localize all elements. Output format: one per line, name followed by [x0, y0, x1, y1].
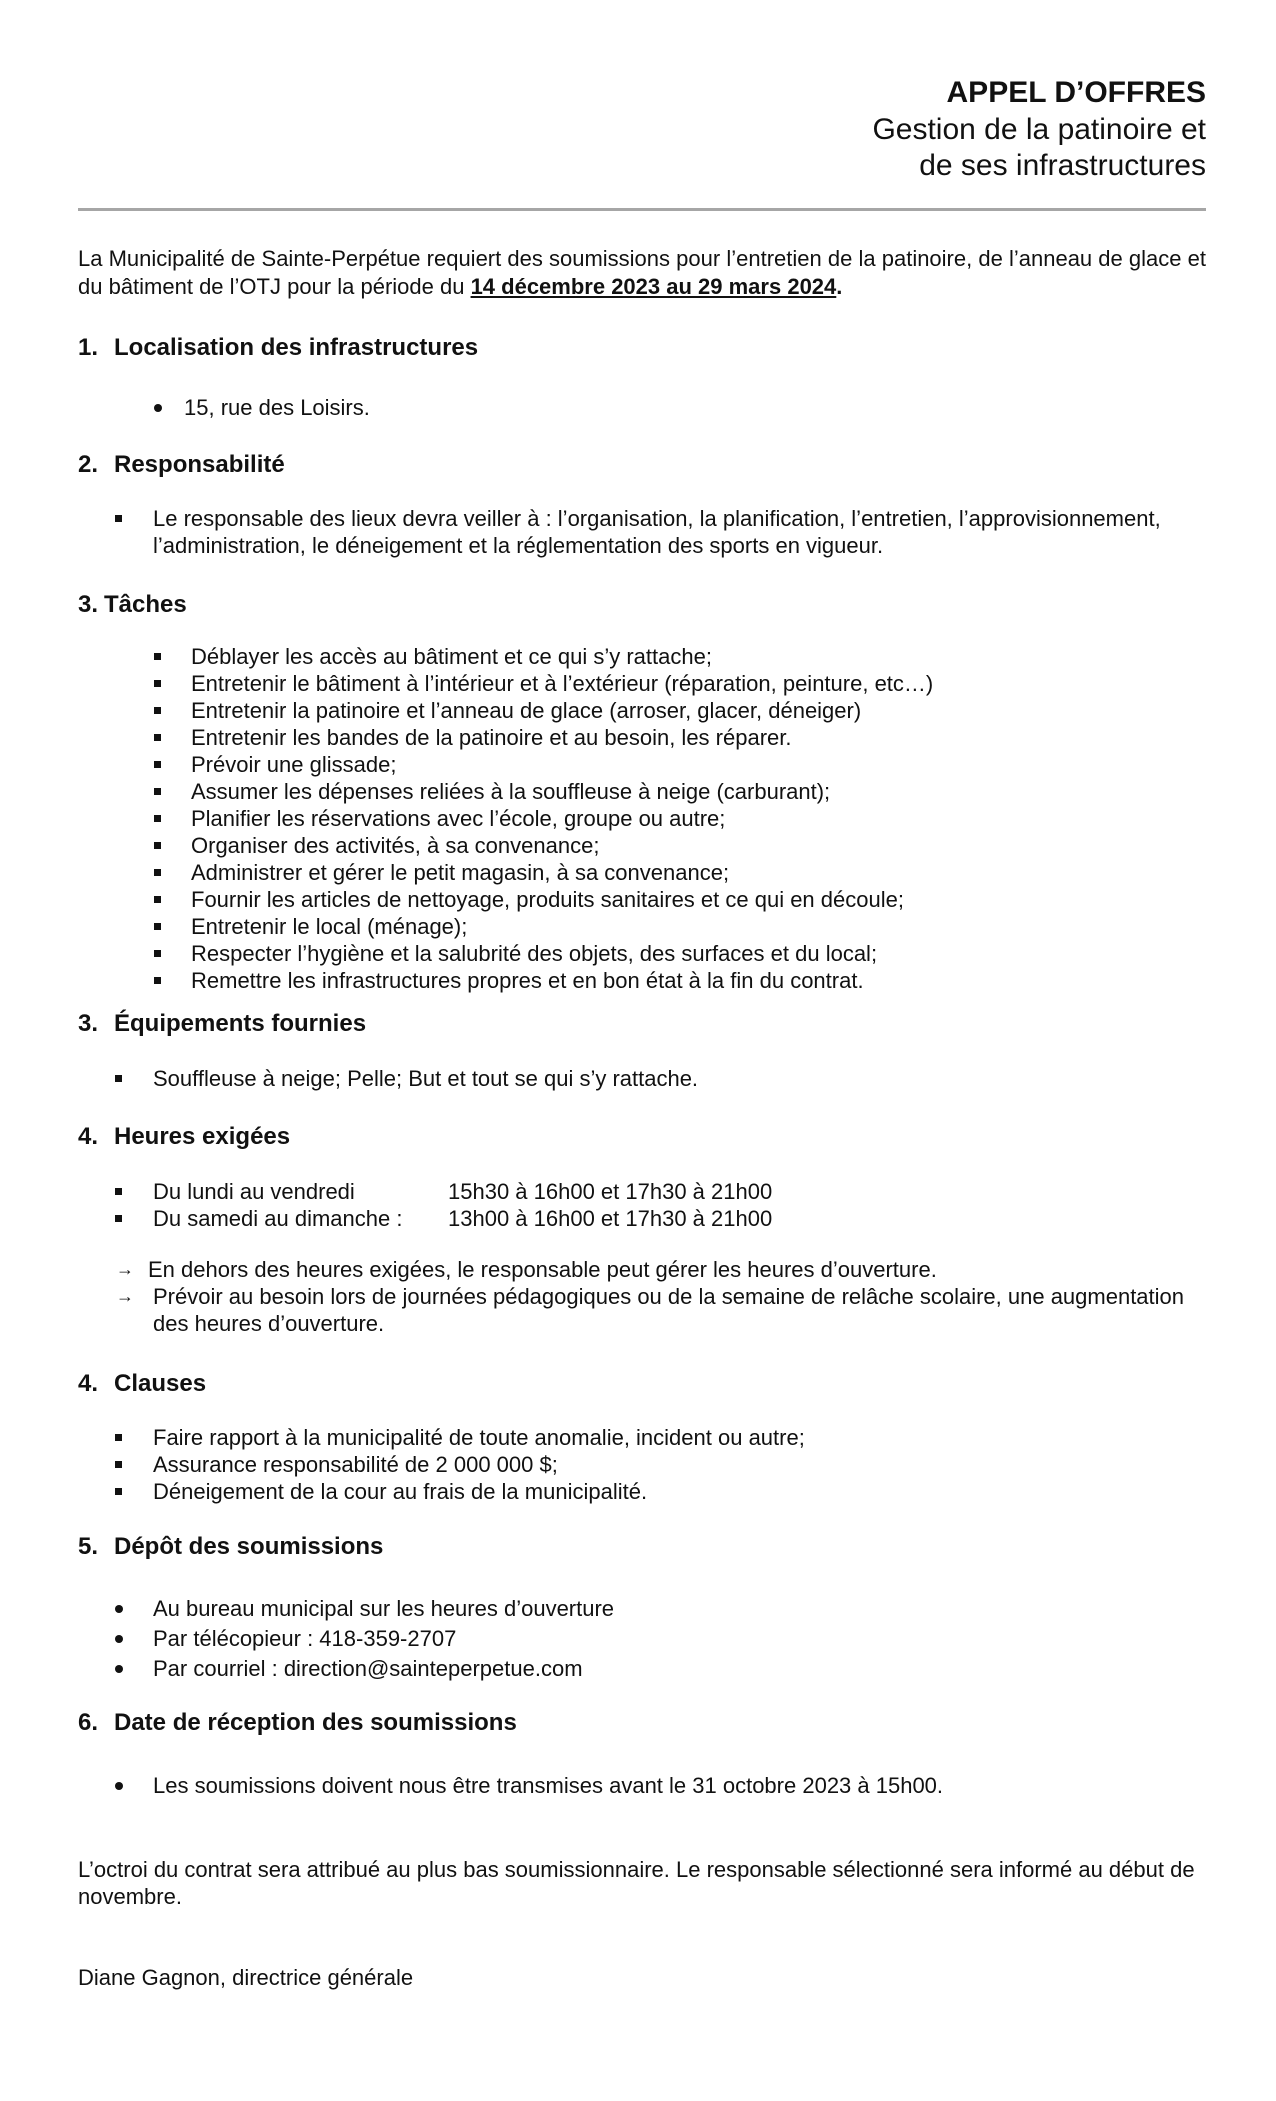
arrow-right-icon: → [116, 1259, 134, 1279]
bullet-icon [115, 1782, 123, 1790]
clauses-list [153, 1424, 805, 1505]
bullet-icon [115, 1215, 122, 1222]
document-subtitle-line1: Gestion de la patinoire et [872, 113, 1206, 146]
list-item-text: Entretenir le bâtiment à l’intérieur et à l’extérieur (réparation, peinture, etc…) [191, 671, 934, 696]
responsabilite-list [153, 505, 1206, 559]
section-heading-equipements [78, 1009, 366, 1039]
list-item-text: Respecter l’hygiène et la salubrité des objets, des surfaces et du local; [191, 941, 878, 966]
section-title: Localisation des infrastructures [114, 334, 479, 361]
list-item [153, 1772, 943, 1799]
bullet-icon [154, 977, 161, 984]
section-heading-reception [78, 1708, 517, 1738]
section-number: 6. [78, 1709, 99, 1736]
list-item [191, 724, 933, 751]
hours-days: Du samedi au dimanche : [153, 1206, 403, 1231]
list-item [153, 1654, 614, 1684]
list-item [191, 751, 933, 778]
depot-list [153, 1594, 614, 1684]
bullet-icon [115, 1605, 123, 1613]
signature: Diane Gagnon, directrice générale [78, 1965, 414, 1990]
list-item-text: Entretenir la patinoire et l’anneau de glace (arroser, glacer, déneiger) [191, 698, 862, 723]
list-item [153, 1065, 698, 1092]
list-item-text: Souffleuse à neige; Pelle; But et tout se qui s’y rattache. [153, 1066, 699, 1091]
section-number: 3. [78, 1010, 99, 1037]
section-number: 1. [78, 334, 99, 361]
list-item-text: Assumer les dépenses reliées à la souffleuse à neige (carburant); [191, 779, 831, 804]
intro-end: . [836, 274, 843, 299]
list-item [191, 697, 933, 724]
section-number: 2. [78, 451, 99, 478]
hours-times: 15h30 à 16h00 et 17h30 à 21h00 [448, 1179, 773, 1204]
bullet-icon [154, 842, 161, 849]
bullet-icon [154, 923, 161, 930]
list-item-text: Administrer et gérer le petit magasin, à sa convenance; [191, 860, 730, 885]
section-heading-responsabilite [78, 450, 285, 480]
bullet-icon [115, 1635, 123, 1643]
taches-list [191, 643, 933, 994]
note-text: En dehors des heures exigées, le responsable peut gérer les heures d’ouverture. [148, 1257, 937, 1282]
heures-list [153, 1178, 772, 1232]
list-item-text: Déneigement de la cour au frais de la municipalité. [153, 1479, 648, 1504]
list-item [191, 913, 933, 940]
list-item [153, 1424, 805, 1451]
list-item-text: Organiser des activités, à sa convenance; [191, 833, 600, 858]
arrow-right-icon: → [116, 1286, 134, 1306]
hours-days: Du lundi au vendredi [153, 1179, 355, 1204]
bullet-icon [154, 869, 161, 876]
bullet-icon [154, 404, 162, 412]
section-title: Tâches [104, 591, 187, 618]
equipements-list [153, 1065, 698, 1092]
section-number: 4. [78, 1123, 99, 1150]
list-item-text: Par télécopieur : 418-359-2707 [153, 1626, 457, 1651]
list-item-text: Assurance responsabilité de 2 000 000 $; [153, 1452, 558, 1477]
list-item [191, 967, 933, 994]
section-number: 3. [78, 591, 99, 618]
list-item [153, 1594, 614, 1624]
intro-paragraph [78, 245, 1206, 301]
section-heading-heures [78, 1122, 290, 1152]
closing-paragraph: L’octroi du contrat sera attribué au plus bas soumissionnaire. Le responsable sélectionné sera informé au début de novembre. [78, 1857, 1195, 1909]
list-item [191, 643, 933, 670]
header-divider [78, 208, 1206, 211]
list-item-text: Au bureau municipal sur les heures d’ouverture [153, 1596, 615, 1621]
list-item [191, 778, 933, 805]
section-heading-localisation [78, 333, 478, 363]
list-item [153, 1451, 805, 1478]
list-item [184, 394, 370, 421]
list-item [153, 1478, 805, 1505]
list-item [153, 1178, 772, 1205]
list-item [153, 1624, 614, 1654]
list-item-text: Entretenir le local (ménage); [191, 914, 468, 939]
list-item [153, 1205, 772, 1232]
note-text: Prévoir au besoin lors de journées pédagogiques ou de la semaine de relâche scolaire, une augmentation des heures d’ouverture. [153, 1284, 1185, 1336]
section-number: 5. [78, 1533, 99, 1560]
section-heading-depot [78, 1532, 383, 1562]
bullet-icon [154, 680, 161, 687]
intro-text: La Municipalité de Sainte-Perpétue requiert des soumissions pour l’entretien de la patinoire, de l’anneau de glace et du bâtiment de l’OTJ pour la période du [78, 246, 1206, 299]
section-title: Responsabilité [114, 451, 285, 478]
list-item-text: Planifier les réservations avec l’école, groupe ou autre; [191, 806, 726, 831]
bullet-icon [115, 1665, 123, 1673]
section-heading-clauses [78, 1369, 206, 1399]
list-item-text: Faire rapport à la municipalité de toute anomalie, incident ou autre; [153, 1425, 805, 1450]
section-title: Date de réception des soumissions [114, 1709, 517, 1736]
bullet-icon [115, 1188, 122, 1195]
list-item [191, 670, 933, 697]
document-header [872, 74, 1206, 184]
list-item [191, 805, 933, 832]
hours-times: 13h00 à 16h00 et 17h30 à 21h00 [448, 1206, 773, 1231]
localisation-list [184, 394, 370, 421]
list-item [191, 832, 933, 859]
list-item-text: Remettre les infrastructures propres et en bon état à la fin du contrat. [191, 968, 864, 993]
reception-list [153, 1772, 943, 1799]
bullet-icon [115, 1461, 122, 1468]
list-item-text: Par courriel : direction@sainteperpetue.com [153, 1656, 583, 1681]
bullet-icon [154, 950, 161, 957]
list-item-text: Les soumissions doivent nous être transmises avant le 31 octobre 2023 à 15h00. [153, 1773, 944, 1798]
bullet-icon [154, 788, 161, 795]
bullet-icon [115, 1075, 122, 1082]
section-heading-taches [78, 590, 187, 620]
document-title: APPEL D’OFFRES [946, 76, 1206, 109]
bullet-icon [154, 896, 161, 903]
list-item-text: Déblayer les accès au bâtiment et ce qui s’y rattache; [191, 644, 712, 669]
hours-note-1 [116, 1256, 1206, 1283]
section-title: Équipements fournies [114, 1010, 367, 1037]
list-item-text: Fournir les articles de nettoyage, produits sanitaires et ce qui en découle; [191, 887, 904, 912]
list-item [191, 886, 933, 913]
section-title: Dépôt des soumissions [114, 1533, 384, 1560]
list-item-text: Le responsable des lieux devra veiller à : l’organisation, la planification, l’entretien, l’approvisionnement, l’administration, le déneigement et la réglementation des sports en vigueur. [153, 506, 1161, 558]
contract-period: 14 décembre 2023 au 29 mars 2024 [470, 274, 837, 299]
bullet-icon [154, 653, 161, 660]
hours-note-2 [116, 1283, 1193, 1337]
bullet-icon [115, 1434, 122, 1441]
bullet-icon [115, 1488, 122, 1495]
bullet-icon [154, 761, 161, 768]
bullet-icon [115, 515, 122, 522]
list-item [191, 940, 933, 967]
section-title: Clauses [114, 1370, 207, 1397]
list-item-text: Prévoir une glissade; [191, 752, 397, 777]
bullet-icon [154, 734, 161, 741]
list-item-text: 15, rue des Loisirs. [184, 395, 370, 420]
section-title: Heures exigées [114, 1123, 291, 1150]
list-item [153, 505, 1206, 559]
list-item-text: Entretenir les bandes de la patinoire et au besoin, les réparer. [191, 725, 792, 750]
bullet-icon [154, 815, 161, 822]
document-subtitle-line2: de ses infrastructures [919, 149, 1206, 182]
section-number: 4. [78, 1370, 99, 1397]
list-item [191, 859, 933, 886]
bullet-icon [154, 707, 161, 714]
